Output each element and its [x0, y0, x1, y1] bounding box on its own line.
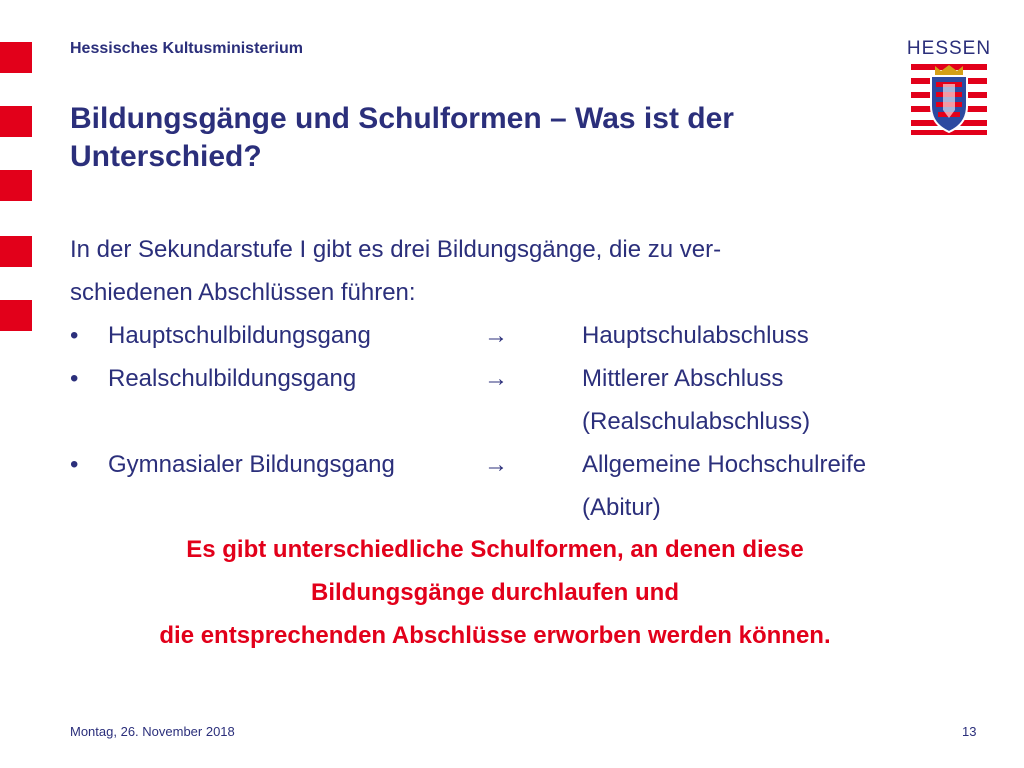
list-item-continuation: [70, 400, 970, 443]
highlight-line-1: Es gibt unterschiedliche Schulformen, an denen diese: [186, 536, 804, 563]
hessen-logo: [905, 38, 993, 138]
body-text: [70, 228, 970, 529]
decorative-red-block: [0, 170, 32, 201]
arrow-right-icon: →: [484, 451, 508, 478]
title-line-1: Bildungsgänge und Schulformen – Was ist der: [70, 102, 734, 135]
bullet: •: [70, 451, 79, 478]
list-item: [70, 314, 970, 357]
school-degree: Mittlerer Abschluss: [582, 365, 784, 392]
list-item-continuation: [70, 486, 970, 529]
school-degree: Allgemeine Hochschulreife: [582, 451, 867, 478]
arrow-right-icon: →: [484, 365, 508, 392]
education-track: Gymnasialer Bildungsgang: [108, 451, 395, 478]
hessen-coat-of-arms-icon: [911, 62, 987, 136]
highlight-line-2: Bildungsgänge durchlaufen und: [311, 579, 679, 606]
decorative-red-block: [0, 106, 32, 137]
bullet: •: [70, 322, 79, 349]
highlight-line-3: die entsprechenden Abschlüsse erworben werden können.: [159, 622, 831, 649]
title-line-2: Unterschied?: [70, 140, 262, 173]
school-degree-note: (Realschulabschluss): [582, 408, 811, 435]
decorative-red-block: [0, 300, 32, 331]
bullet: •: [70, 365, 79, 392]
highlight-statement: [70, 528, 920, 657]
logo-text: HESSEN: [906, 38, 992, 59]
decorative-red-block: [0, 42, 32, 73]
page-title: [70, 100, 870, 176]
decorative-red-block: [0, 236, 32, 267]
education-track: Realschulbildungsgang: [108, 365, 357, 392]
intro-line-1: In der Sekundarstufe I gibt es drei Bildungsgänge, die zu ver-: [70, 236, 722, 263]
arrow-right-icon: →: [484, 322, 508, 349]
school-degree-note: (Abitur): [582, 494, 661, 521]
list-item: [70, 357, 970, 400]
list-item: [70, 443, 970, 486]
school-degree: Hauptschulabschluss: [582, 322, 809, 349]
intro-line-2: schiedenen Abschlüssen führen:: [70, 279, 416, 306]
ministry-name: Hessisches Kultusministerium: [70, 40, 303, 57]
footer-date: Montag, 26. November 2018: [70, 724, 235, 739]
education-track: Hauptschulbildungsgang: [108, 322, 371, 349]
page-number: 13: [962, 724, 977, 739]
